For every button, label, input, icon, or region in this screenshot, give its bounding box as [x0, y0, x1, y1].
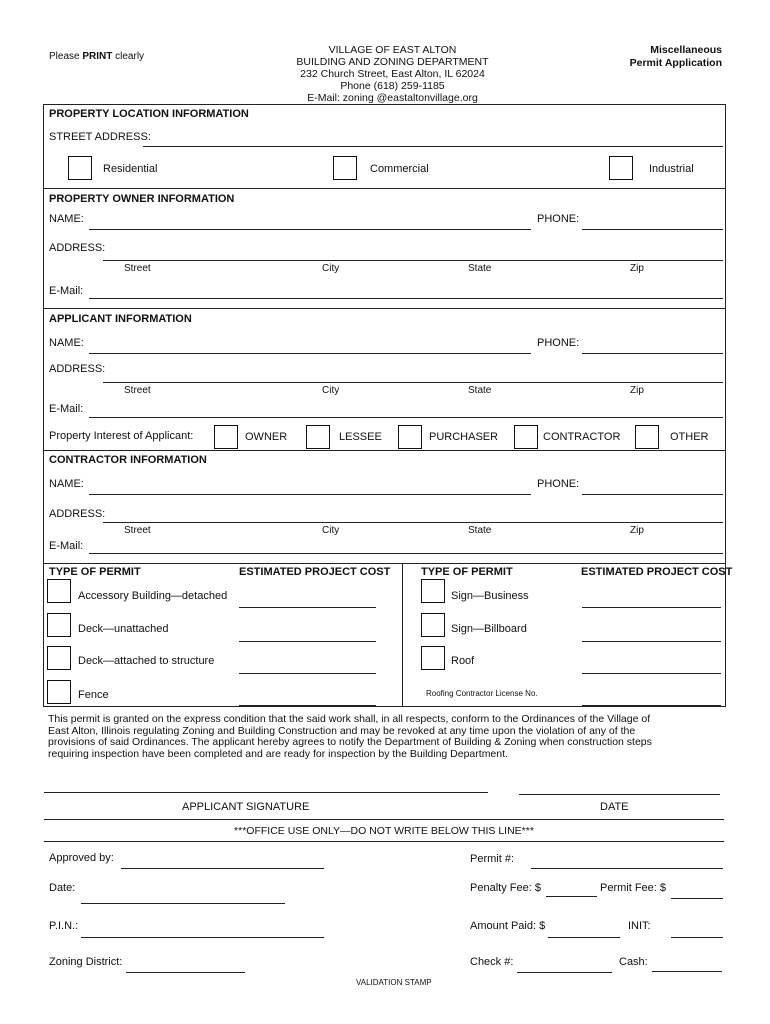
contractor-email-field[interactable] [89, 553, 723, 554]
contractor-address-label: ADDRESS: [49, 508, 106, 520]
office-use-banner: ***OFFICE USE ONLY—DO NOT WRITE BELOW THIS LINE*** [234, 825, 534, 837]
check-number-field[interactable] [517, 972, 612, 973]
owner-street-caption: Street [124, 263, 151, 274]
dept-line: BUILDING AND ZONING DEPARTMENT [296, 56, 489, 68]
street-address-label: STREET ADDRESS: [49, 131, 151, 143]
deck-unattached-label: Deck—unattached [78, 623, 169, 635]
residential-checkbox[interactable] [68, 156, 92, 180]
contractor-phone-label: PHONE: [537, 478, 580, 490]
owner-state-caption: State [468, 263, 492, 274]
signature-date-label: DATE [600, 801, 629, 813]
form-title: Miscellaneous Permit Application [629, 44, 722, 69]
lessee-interest-label: LESSEE [339, 431, 382, 443]
dept-line: E-Mail: zoning @eastaltonvillage.org [307, 92, 478, 104]
office-date-field[interactable] [81, 903, 285, 904]
purchaser-interest-checkbox[interactable] [398, 425, 422, 449]
penalty-fee-field[interactable] [546, 896, 597, 897]
applicant-name-label: NAME: [49, 337, 84, 349]
contractor-email-label: E-Mail: [49, 540, 84, 552]
owner-address-label: ADDRESS: [49, 242, 106, 254]
purchaser-interest-label: PURCHASER [429, 431, 499, 443]
applicant-phone-field[interactable] [582, 353, 723, 354]
applicant-email-field[interactable] [89, 417, 723, 418]
permit-number-field[interactable] [531, 868, 723, 869]
init-label: INIT: [628, 920, 651, 932]
cost-header-right: ESTIMATED PROJECT COST [581, 566, 733, 578]
owner-zip-caption: Zip [630, 263, 644, 274]
applicant-zip-caption: Zip [630, 385, 644, 396]
applicant-heading: APPLICANT INFORMATION [49, 313, 192, 325]
permit-fee-field[interactable] [671, 898, 723, 899]
fence-label: Fence [78, 689, 109, 701]
cash-field[interactable] [652, 971, 722, 972]
deck-attached-label: Deck—attached to structure [78, 655, 215, 667]
department-block [250, 44, 535, 104]
lessee-interest-checkbox[interactable] [306, 425, 330, 449]
roof-checkbox[interactable] [421, 646, 445, 670]
fence-cost-field[interactable] [239, 705, 376, 706]
office-date-label: Date: [49, 882, 76, 894]
owner-interest-label: OWNER [245, 431, 288, 443]
contractor-street-caption: Street [124, 525, 151, 536]
contractor-phone-field[interactable] [582, 494, 723, 495]
owner-name-field[interactable] [89, 229, 531, 230]
other-interest-checkbox[interactable] [635, 425, 659, 449]
agreement-text: This permit is granted on the express condition that the said work shall, in all respects, conform to the Ordinances of the Village of East Alton, Illinois regulating Zoning and Building Construction and may be revoked at any time upon the violation of any of the provisions of said Ordinances. The applicant hereby agrees to notify the Department of Building & Zoning when construction steps requiring inspection have been completed and are ready for inspection by the Building Department. [48, 713, 652, 760]
owner-email-field[interactable] [89, 298, 723, 299]
applicant-signature-label: APPLICANT SIGNATURE [182, 801, 310, 813]
zoning-district-label: Zoning District: [49, 956, 123, 968]
contractor-state-caption: State [468, 525, 492, 536]
init-field[interactable] [671, 937, 723, 938]
accessory-building-checkbox[interactable] [47, 579, 71, 603]
contractor-address-field[interactable] [103, 522, 723, 523]
zoning-district-field[interactable] [126, 972, 245, 973]
property-location-heading: PROPERTY LOCATION INFORMATION [49, 108, 249, 120]
owner-name-label: NAME: [49, 213, 84, 225]
pin-label: P.I.N.: [49, 920, 79, 932]
check-number-label: Check #: [470, 956, 514, 968]
accessory-building-cost-field[interactable] [239, 607, 376, 608]
permit-type-header-left: TYPE OF PERMIT [49, 566, 141, 578]
sign-business-label: Sign—Business [451, 590, 529, 602]
deck-attached-checkbox[interactable] [47, 646, 71, 670]
deck-unattached-cost-field[interactable] [239, 641, 376, 642]
residential-label: Residential [103, 163, 158, 175]
owner-address-field[interactable] [103, 260, 723, 261]
dept-line: 232 Church Street, East Alton, IL 62024 [300, 68, 485, 80]
amount-paid-label: Amount Paid: $ [470, 920, 546, 932]
applicant-state-caption: State [468, 385, 492, 396]
contractor-name-field[interactable] [89, 494, 531, 495]
sign-billboard-cost-field[interactable] [582, 641, 721, 642]
dept-line: Phone (618) 259-1185 [340, 80, 445, 92]
cash-label: Cash: [619, 956, 648, 968]
interest-label: Property Interest of Applicant: [49, 430, 194, 442]
amount-paid-field[interactable] [548, 937, 620, 938]
sign-billboard-checkbox[interactable] [421, 613, 445, 637]
approved-by-label: Approved by: [49, 852, 114, 864]
applicant-email-label: E-Mail: [49, 403, 84, 415]
print-note: Please PRINT clearly [49, 51, 145, 62]
sign-business-checkbox[interactable] [421, 579, 445, 603]
approved-by-field[interactable] [121, 868, 324, 869]
fence-checkbox[interactable] [47, 680, 71, 704]
validation-stamp-label: VALIDATION STAMP [356, 978, 432, 987]
accessory-building-label: Accessory Building—detached [78, 590, 228, 602]
applicant-address-field[interactable] [103, 382, 723, 383]
permit-type-header-right: TYPE OF PERMIT [421, 566, 513, 578]
contractor-heading: CONTRACTOR INFORMATION [49, 454, 207, 466]
applicant-street-caption: Street [124, 385, 151, 396]
contractor-interest-label: CONTRACTOR [543, 431, 621, 443]
industrial-label: Industrial [649, 163, 694, 175]
contractor-city-caption: City [322, 525, 340, 536]
dept-line: VILLAGE OF EAST ALTON [328, 44, 457, 56]
sign-billboard-label: Sign—Billboard [451, 623, 527, 635]
applicant-city-caption: City [322, 385, 340, 396]
applicant-address-label: ADDRESS: [49, 363, 106, 375]
deck-unattached-checkbox[interactable] [47, 613, 71, 637]
commercial-label: Commercial [370, 163, 429, 175]
commercial-checkbox[interactable] [333, 156, 357, 180]
owner-phone-label: PHONE: [537, 213, 580, 225]
applicant-name-field[interactable] [89, 353, 531, 354]
owner-heading: PROPERTY OWNER INFORMATION [49, 193, 235, 205]
applicant-phone-label: PHONE: [537, 337, 580, 349]
roofing-license-label: Roofing Contractor License No. [426, 689, 538, 698]
deck-attached-cost-field[interactable] [239, 673, 376, 674]
owner-email-label: E-Mail: [49, 285, 84, 297]
industrial-checkbox[interactable] [609, 156, 633, 180]
signature-date-field[interactable] [519, 794, 720, 795]
permit-fee-label: Permit Fee: $ [600, 882, 667, 894]
other-interest-label: OTHER [670, 431, 709, 443]
owner-phone-field[interactable] [582, 229, 723, 230]
sign-business-cost-field[interactable] [582, 607, 721, 608]
roof-cost-field[interactable] [582, 673, 721, 674]
applicant-signature-field[interactable] [44, 792, 488, 793]
owner-interest-checkbox[interactable] [214, 425, 238, 449]
contractor-zip-caption: Zip [630, 525, 644, 536]
street-address-field[interactable] [143, 146, 723, 147]
pin-field[interactable] [81, 937, 324, 938]
cost-header-left: ESTIMATED PROJECT COST [239, 566, 391, 578]
roof-label: Roof [451, 655, 475, 667]
penalty-fee-label: Penalty Fee: $ [470, 882, 541, 894]
permit-number-label: Permit #: [470, 853, 515, 865]
roofing-license-field[interactable] [582, 705, 721, 706]
contractor-interest-checkbox[interactable] [514, 425, 538, 449]
contractor-name-label: NAME: [49, 478, 84, 490]
owner-city-caption: City [322, 263, 340, 274]
